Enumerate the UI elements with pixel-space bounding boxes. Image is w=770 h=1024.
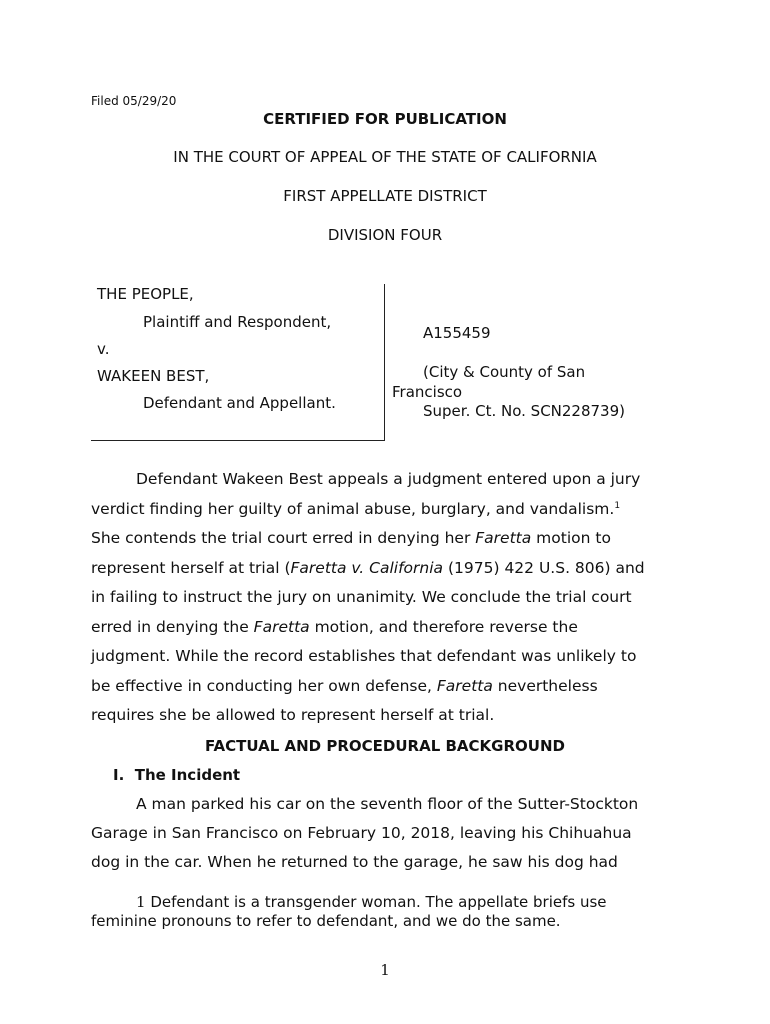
text-line: requires she be allowed to represent herself at trial. (91, 706, 495, 724)
lower-court-line-3: Super. Ct. No. SCN228739) (423, 402, 625, 420)
text-span: She contends the trial court erred in denying her (91, 529, 476, 547)
text-line: in failing to instruct the jury on unanimity. We conclude the trial court (91, 588, 632, 606)
text-span: be effective in conducting her own defense, (91, 677, 437, 695)
text-line: Garage in San Francisco on February 10, 2018, leaving his Chihuahua (91, 824, 632, 842)
text-span: verdict finding her guilty of animal abuse, burglary, and vandalism. (91, 500, 615, 518)
defendant-role: Defendant and Appellant. (143, 394, 336, 412)
text-line (91, 559, 645, 577)
caption-horizontal-rule (91, 440, 385, 441)
text-span: represent herself at trial ( (91, 559, 291, 577)
text-span: nevertheless (492, 677, 598, 695)
text-line (91, 618, 578, 636)
subsection-heading (113, 766, 240, 784)
footnote-number: 1 (136, 893, 146, 911)
subsection-number: I. (113, 766, 125, 784)
lower-court-line-1: (City & County of San (423, 363, 586, 381)
certified-heading: CERTIFIED FOR PUBLICATION (263, 110, 507, 128)
footnote-line: feminine pronouns to refer to defendant, and we do the same. (91, 912, 561, 930)
footnote-text: Defendant is a transgender woman. The appellate briefs use (150, 893, 607, 911)
lower-court-line-2: Francisco (392, 383, 463, 401)
text-line: A man parked his car on the seventh floor of the Sutter-Stockton (136, 795, 639, 813)
text-span: motion, and therefore reverse the (309, 618, 578, 636)
plaintiff-role: Plaintiff and Respondent, (143, 313, 332, 331)
case-number: A155459 (423, 324, 491, 342)
case-name-italic: Faretta (253, 618, 310, 636)
text-line (91, 500, 620, 518)
case-name-italic: Faretta (436, 677, 493, 695)
plaintiff-name: THE PEOPLE, (97, 285, 194, 303)
text-line: Defendant Wakeen Best appeals a judgment entered upon a jury (136, 470, 641, 488)
case-name-italic: Faretta (475, 529, 532, 547)
text-span: motion to (531, 529, 611, 547)
versus: v. (97, 340, 110, 358)
filed-date: Filed 05/29/20 (91, 94, 177, 108)
section-heading: FACTUAL AND PROCEDURAL BACKGROUND (205, 737, 565, 755)
text-line (91, 677, 598, 695)
subsection-title: The Incident (134, 766, 241, 784)
court-name: IN THE COURT OF APPEAL OF THE STATE OF CALIFORNIA (173, 148, 597, 166)
text-line (91, 529, 611, 547)
footnote-reference: 1 (614, 501, 621, 511)
caption-vertical-rule (384, 284, 385, 441)
text-line: judgment. While the record establishes that defendant was unlikely to (91, 647, 637, 665)
case-name-italic: Faretta v. California (290, 559, 444, 577)
page-number: 1 (380, 961, 390, 979)
district-name: FIRST APPELLATE DISTRICT (283, 187, 487, 205)
defendant-name: WAKEEN BEST, (97, 367, 210, 385)
division-name: DIVISION FOUR (327, 226, 443, 244)
text-span: (1975) 422 U.S. 806) and (443, 559, 645, 577)
text-span: erred in denying the (91, 618, 254, 636)
text-line: dog in the car. When he returned to the garage, he saw his dog had (91, 853, 618, 871)
footnote-line (136, 893, 607, 911)
